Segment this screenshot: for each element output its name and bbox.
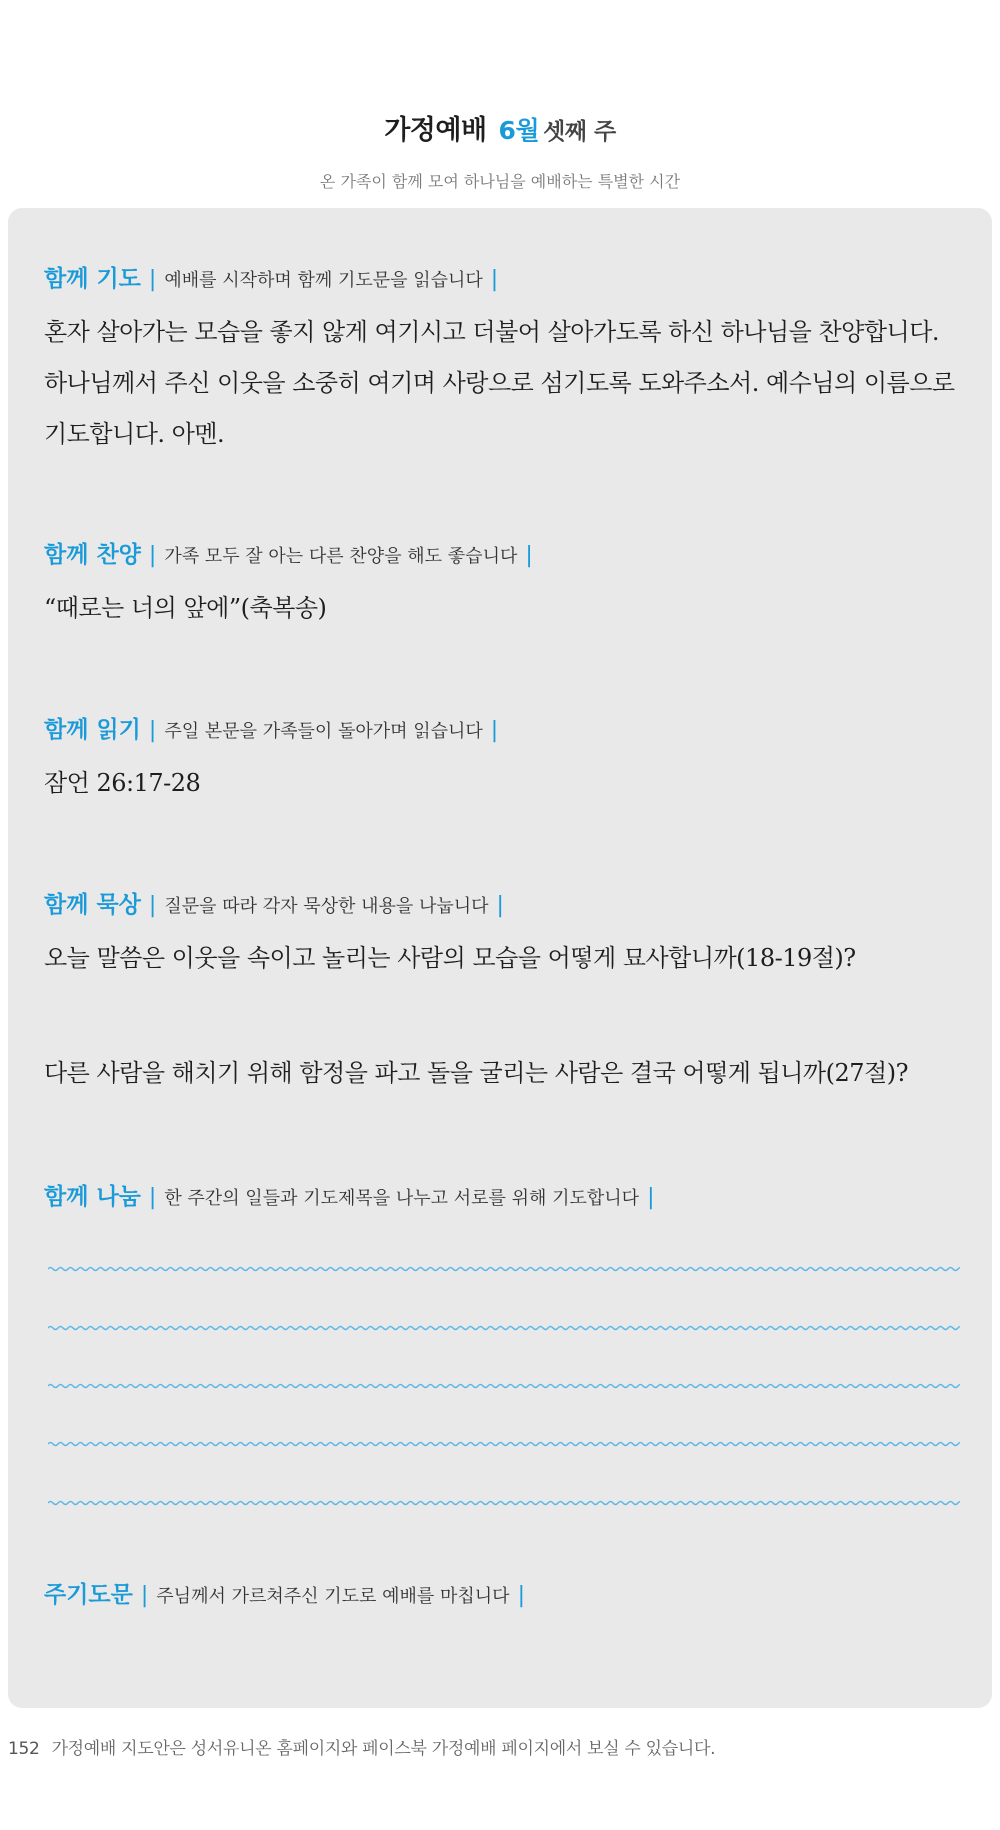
title-week: 셋째 주 — [543, 119, 616, 145]
section-praise — [44, 536, 964, 634]
page-number: 152 — [8, 1739, 40, 1759]
title-month: 6월 — [498, 116, 540, 145]
page-footer — [8, 1734, 715, 1759]
divider: | — [496, 893, 504, 918]
writing-line-5 — [48, 1497, 960, 1509]
divider: | — [148, 893, 157, 918]
divider: | — [148, 267, 157, 292]
writing-line-1 — [48, 1263, 960, 1275]
prayer-text: 혼자 살아가는 모습을 좋지 않게 여기시고 더불어 살아가도록 하신 하나님을 찬양합니다. 하나님께서 주신 이웃을 소중히 여기며 사랑으로 섬기도록 도와주소서. 예수님의 이름으로 기도합니다. 아멘. — [44, 318, 955, 448]
section-heading — [44, 1178, 964, 1211]
bible-passage: 잠언 26:17-28 — [44, 769, 201, 797]
section-heading — [44, 536, 964, 569]
section-title: 함께 나눔 — [44, 1184, 141, 1210]
divider: | — [525, 543, 533, 568]
divider: | — [517, 1583, 525, 1608]
section-desc: 예배를 시작하며 함께 기도문을 읽습니다 — [164, 270, 483, 291]
page-title — [0, 108, 1000, 147]
section-heading — [44, 1576, 964, 1609]
section-title: 함께 찬양 — [44, 542, 141, 568]
section-heading — [44, 886, 964, 919]
page-header — [0, 108, 1000, 192]
writing-line-2 — [48, 1322, 960, 1334]
divider: | — [647, 1185, 655, 1210]
divider: | — [140, 1583, 149, 1608]
section-title: 함께 읽기 — [44, 717, 141, 743]
divider: | — [490, 718, 499, 743]
divider: | — [148, 718, 157, 743]
section-heading — [44, 711, 964, 744]
section-sharing — [44, 1178, 964, 1211]
worship-panel — [8, 208, 992, 1708]
meditation-question-2: 다른 사람을 해치기 위해 함정을 파고 돌을 굴리는 사람은 결국 어떻게 됩니까(27절)? — [44, 1059, 908, 1087]
meditation-question-1: 오늘 말씀은 이웃을 속이고 놀리는 사람의 모습을 어떻게 묘사합니까(18-19절)? — [44, 944, 856, 972]
writing-line-3 — [48, 1380, 960, 1392]
section-reading — [44, 711, 964, 809]
section-lords-prayer — [44, 1576, 964, 1609]
divider: | — [148, 543, 157, 568]
footer-note: 가정예배 지도안은 성서유니온 홈페이지와 페이스북 가정예배 페이지에서 보실 수 있습니다. — [51, 1739, 716, 1759]
section-desc: 한 주간의 일들과 기도제목을 나누고 서로를 위해 기도합니다 — [164, 1188, 640, 1209]
section-title: 함께 기도 — [44, 266, 141, 292]
section-desc: 가족 모두 잘 아는 다른 찬양을 해도 좋습니다 — [164, 546, 518, 567]
section-heading — [44, 260, 964, 293]
divider: | — [490, 267, 499, 292]
divider: | — [148, 1185, 157, 1210]
section-desc: 질문을 따라 각자 묵상한 내용을 나눕니다 — [164, 896, 489, 917]
section-desc: 주일 본문을 가족들이 돌아가며 읽습니다 — [164, 721, 483, 742]
section-meditation — [44, 886, 964, 1099]
section-title: 함께 묵상 — [44, 892, 141, 918]
section-prayer — [44, 260, 964, 460]
page-subtitle: 온 가족이 함께 모여 하나님을 예배하는 특별한 시간 — [319, 172, 681, 191]
section-title: 주기도문 — [44, 1582, 133, 1608]
section-desc: 주님께서 가르쳐주신 기도로 예배를 마칩니다 — [156, 1586, 510, 1607]
writing-line-4 — [48, 1438, 960, 1450]
title-main: 가정예배 — [384, 115, 487, 146]
praise-song: “때로는 너의 앞에”(축복송) — [44, 594, 327, 622]
